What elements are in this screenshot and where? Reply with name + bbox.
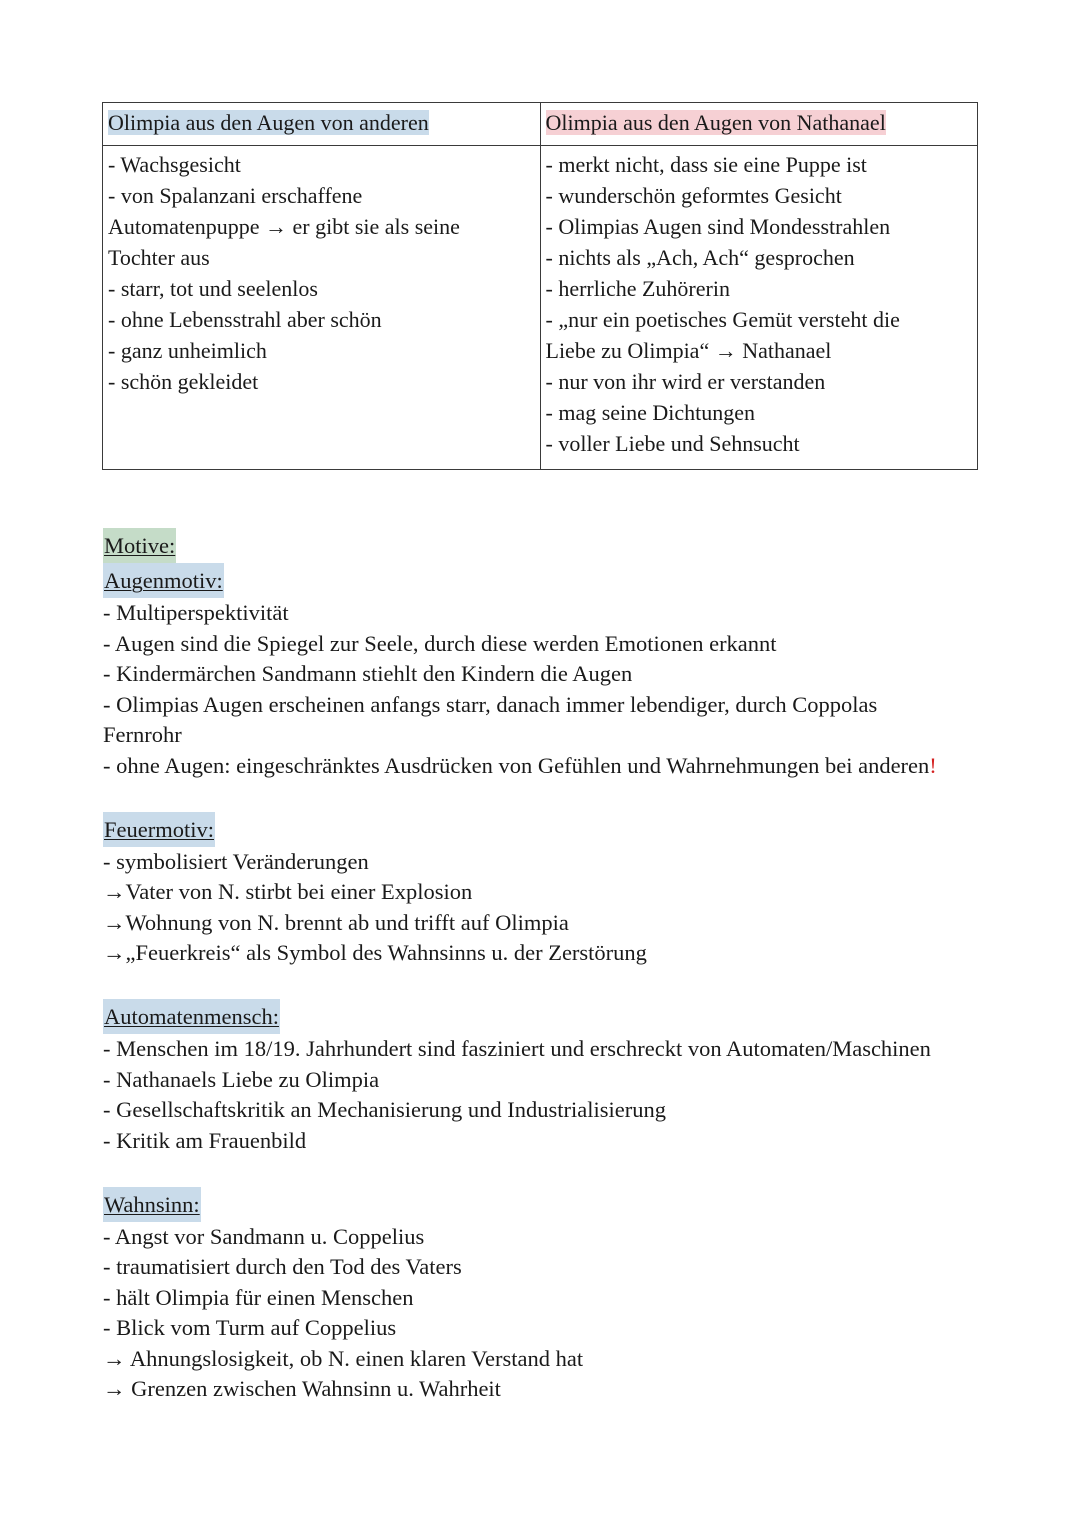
- list-item: - hält Olimpia für einen Menschen: [103, 1284, 414, 1310]
- motive-heading-row: [103, 528, 1003, 563]
- table-row: [103, 146, 978, 470]
- left-item: - Wachsgesicht: [108, 152, 241, 177]
- left-column-cell: [103, 146, 541, 470]
- wahnsinn-section: [103, 1187, 1003, 1405]
- left-item: - von Spalanzani erschaffene: [108, 183, 363, 208]
- augenmotiv-title: Augenmotiv:: [103, 563, 224, 598]
- left-item: - schön gekleidet: [108, 369, 259, 394]
- right-item: - nur von ihr wird er verstanden: [545, 369, 826, 394]
- right-item: - herrliche Zuhörerin: [545, 276, 730, 301]
- list-item: - traumatisiert durch den Tod des Vaters: [103, 1254, 462, 1279]
- motive-heading: Motive:: [103, 528, 176, 563]
- list-item: - Olimpias Augen erscheinen anfangs starr, danach immer lebendiger, durch Coppolas: [103, 691, 878, 717]
- list-item: →Wohnung von N. brennt ab und trifft auf Olimpia: [103, 909, 569, 935]
- augenmotiv-section: [103, 528, 1003, 781]
- list-item: Fernrohr: [103, 722, 182, 747]
- comparison-table: [102, 102, 978, 470]
- list-item: - Menschen im 18/19. Jahrhundert sind fasziniert und erschreckt von Automaten/Maschinen: [103, 1036, 931, 1061]
- right-item: - wunderschön geformtes Gesicht: [545, 183, 842, 208]
- left-item: Automatenpuppe → er gibt sie als seine: [108, 214, 460, 239]
- list-item: - symbolisiert Veränderungen: [103, 848, 369, 874]
- last-item-text: - ohne Augen: eingeschränktes Ausdrücken von Gefühlen und Wahrnehmungen bei anderen: [103, 752, 930, 778]
- augenmotiv-title-row: [103, 563, 1003, 598]
- list-item: - Kritik am Frauenbild: [103, 1127, 307, 1153]
- list-item: - Angst vor Sandmann u. Coppelius: [103, 1223, 425, 1249]
- header-right: Olimpia aus den Augen von Nathanael: [545, 110, 886, 135]
- right-column-cell: [540, 146, 978, 470]
- right-item: - mag seine Dichtungen: [545, 400, 756, 425]
- header-left: Olimpia aus den Augen von anderen: [108, 110, 429, 135]
- header-right-cell: [540, 103, 978, 146]
- feuermotiv-section: [103, 812, 1003, 969]
- exclamation-mark: !: [929, 752, 937, 778]
- list-item: - Nathanaels Liebe zu Olimpia: [103, 1066, 380, 1092]
- list-item: →„Feuerkreis“ als Symbol des Wahnsinns u. der Zerstörung: [103, 940, 647, 965]
- list-item: - Blick vom Turm auf Coppelius: [103, 1315, 397, 1340]
- wahnsinn-title: Wahnsinn:: [103, 1187, 201, 1222]
- list-item: - Augen sind die Spiegel zur Seele, durch diese werden Emotionen erkannt: [103, 630, 777, 656]
- left-item: - starr, tot und seelenlos: [108, 276, 318, 301]
- right-item: - „nur ein poetisches Gemüt versteht die: [545, 307, 900, 332]
- wahnsinn-title-row: [103, 1187, 1003, 1222]
- automatenmensch-title: Automatenmensch:: [103, 999, 280, 1034]
- automatenmensch-title-row: [103, 999, 1003, 1034]
- left-item: - ohne Lebensstrahl aber schön: [108, 307, 382, 332]
- left-item: Tochter aus: [108, 245, 210, 270]
- table-header-row: [103, 103, 978, 146]
- right-item: - merkt nicht, dass sie eine Puppe ist: [545, 152, 867, 177]
- right-item: - Olimpias Augen sind Mondesstrahlen: [545, 214, 891, 239]
- list-item: - Kindermärchen Sandmann stiehlt den Kindern die Augen: [103, 661, 633, 686]
- feuermotiv-title-row: [103, 812, 1003, 847]
- list-item: →Vater von N. stirbt bei einer Explosion: [103, 879, 473, 904]
- left-item: - ganz unheimlich: [108, 338, 267, 363]
- list-item-with-mark: [103, 751, 1003, 782]
- list-item: - Gesellschaftskritik an Mechanisierung und Industrialisierung: [103, 1097, 666, 1122]
- notes-body: [103, 528, 1003, 1405]
- feuermotiv-title: Feuermotiv:: [103, 812, 215, 847]
- list-item: - Multiperspektivität: [103, 600, 289, 625]
- right-item: - nichts als „Ach, Ach“ gesprochen: [545, 245, 855, 270]
- automatenmensch-section: [103, 999, 1003, 1156]
- list-item: → Grenzen zwischen Wahnsinn u. Wahrheit: [103, 1376, 501, 1401]
- header-left-cell: [103, 103, 541, 146]
- right-item: - voller Liebe und Sehnsucht: [545, 431, 800, 456]
- right-item: Liebe zu Olimpia“ → Nathanael: [545, 338, 832, 363]
- list-item: → Ahnungslosigkeit, ob N. einen klaren Verstand hat: [103, 1345, 584, 1371]
